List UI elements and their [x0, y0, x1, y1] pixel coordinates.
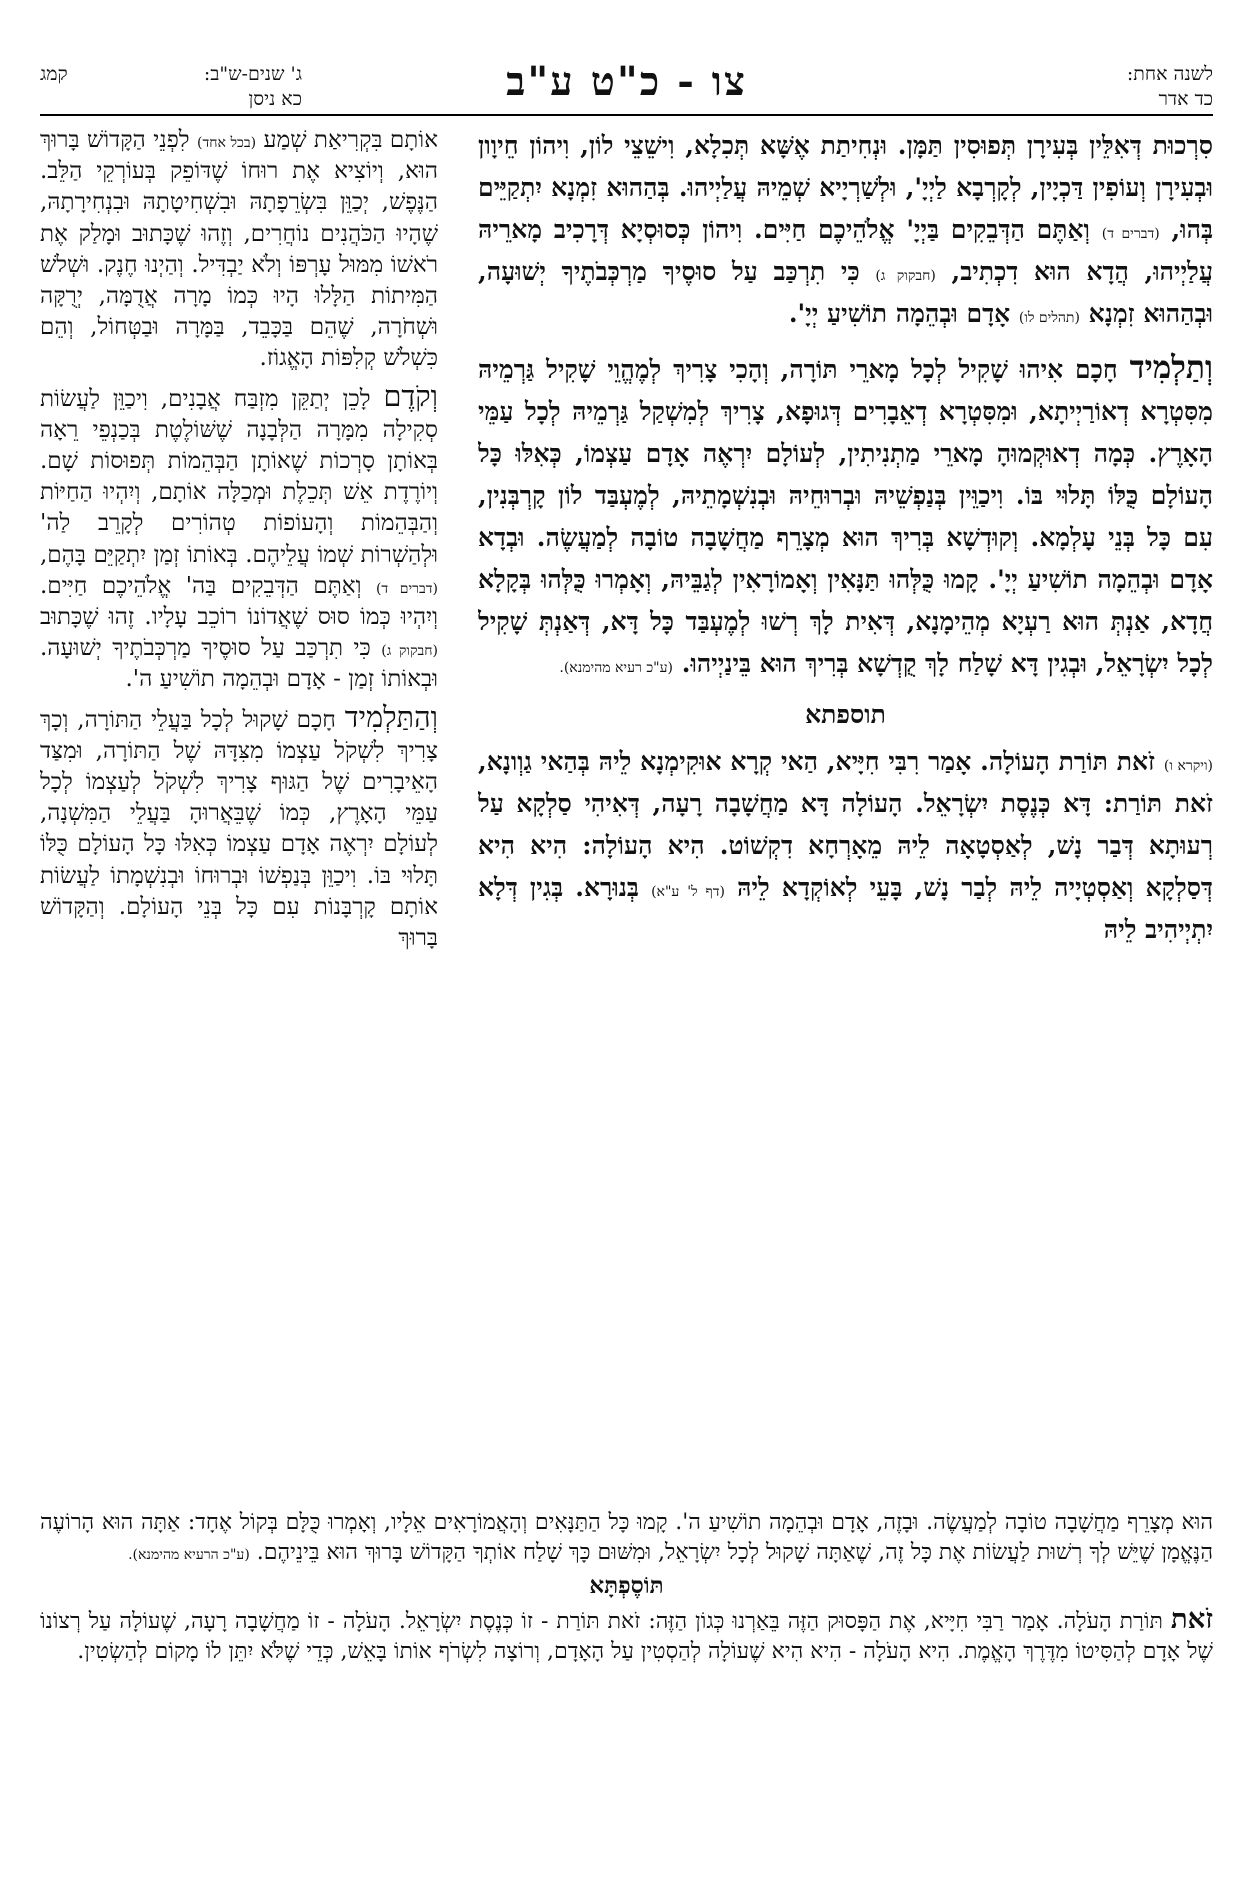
bottom-paragraph-2: [40, 1604, 1213, 1667]
source-note: (בכל אחד): [197, 135, 257, 151]
source-note: (תהלים לו): [1018, 310, 1080, 326]
main-text: אָדָם וּבְהֵמָה תוֹשִׁיעַ יְיָ'.: [788, 299, 1011, 328]
lead-word: וְהַתַּלְמִיד: [344, 699, 438, 734]
tosefta-heading: תוספתא: [805, 700, 886, 729]
page-title: צו - כ"ט ע"ב: [506, 58, 747, 105]
lead-word: וְתַלְמִיד: [1129, 350, 1213, 386]
main-paragraph-2: [478, 347, 1213, 685]
main-text: זֹאת תּוֹרַת הָעוֹלָה. אָמַר רִבִּי חִיָּיא, הַאי קְרָא אוּקִימְנָא לֵיהּ בְּהַאי גַוְונָא, זֹאת תּוֹרַת: דָּא כְּנֶסֶת יִשְׂרָאֵל. הָעוֹלָה דָּא מַחֲשָׁבָה רָעָה, דְּאִיהִי סַלְקָא עַל רְעוּתָא דְּבַר נָשׁ, לְאַסְטָאָה לֵיהּ מֵאָרְחָא דִקְשׁוֹט. הִיא הָעוֹלָה: הִיא הִיא דְּסַלְקָא וְאַסְטְיָיה לֵיהּ לְבַר נָשׁ, בָּעֵי לְאוֹקְדָא לֵיהּ: [478, 747, 1213, 902]
translation-column: [40, 125, 438, 1505]
source-note: (דברים ד): [1101, 226, 1160, 242]
translation-paragraph-1: [40, 125, 438, 375]
translation-text: כִּי תִרְכַּב עַל סוּסֶיךָ מַרְכְּבֹתֶיךָ יְשׁוּעָה. וּבְאוֹתוֹ זְמַן - אָדָם וּבְהֵמָה תוֹשִׁיעַ ה'.: [40, 635, 438, 693]
page-ref-note: (דף ל' ע"א): [651, 884, 725, 900]
main-paragraph-1: [478, 125, 1213, 335]
lead-word: וְקֹדֶם: [383, 378, 438, 413]
main-text: סִרְכוּת דְּאִלֵּין בְּעִירָן תְּפוּסִין תַּמָּן. וּנְחִיתַת אֶשָּׁא תְּכִלָא, וִישֵׁצֵי לוֹן, וִיהוֹן חֵיוָון וּבְעִירָן וְעוֹפִין דַּכְיָין, לְקָרְבָא לַיְיָ', וּלְשַׁרְיָיא שְׁמֵיהּ עֲלַיְיהוּ. בְּהַהוּא זִמְנָא יִתְקַיֵּים בְּהוּ,: [478, 131, 1213, 244]
source-note: (ויקרא ו): [1163, 758, 1213, 774]
page-header: [40, 52, 1213, 122]
bottom-paragraph-1: [40, 1508, 1213, 1568]
main-text: וְאַתֶּם הַדְּבֵקִים בַּיְיָ' אֱלֹהֵיכֶם חַיִּים. וִיהוֹן כְּסוּסְיָא דְּרָכִיב מָארֵיהּ עֲלַיְיהוּ, הֲדָא הוּא דִכְתִיב,: [478, 215, 1213, 286]
translation-text: אוֹתָם בִּקְרִיאַת שְׁמַע: [263, 127, 438, 153]
tosefta-heading-translation: תּוֹסֶפְתָּא: [589, 1572, 664, 1599]
translation-text: חָכָם שָׁקוּל לְכָל בַּעֲלֵי הַתּוֹרָה, וְכָךְ צָרִיךְ לִשְׁקֹל עַצְמוֹ מִצִּדָּהּ שֶׁל הַתּוֹרָה, וּמִצַּד הָאֵיבָרִים שֶׁל הַגּוּף צָרִיךְ לִשְׁקֹל לְעַצְמוֹ לְכָל עַמֵּי הָאָרֶץ, כְּמוֹ שֶׁבֵּאֲרוּהָ בַּעֲלֵי הַמִּשְׁנָה, לְעוֹלָם יִרְאֶה אָדָם עַצְמוֹ כְּאִלּוּ כָּל הָעוֹלָם כֻּלּוֹ תָּלוּי בּוֹ. וִיכַוֵּן בְּנַפְשׁוֹ וּבְרוּחוֹ וּבְנִשְׁמָתוֹ לַעֲשׂוֹת אוֹתָם קָרְבָּנוֹת עִם כָּל בְּנֵי הָעוֹלָם. וְהַקָּדוֹשׁ בָּרוּךְ: [40, 706, 438, 952]
source-note: (חבקוק ג): [381, 643, 438, 660]
source-note: (חבקוק ג): [875, 268, 936, 284]
translation-paragraph-3: [40, 699, 438, 955]
section-end-note: (ע"כ רעיא מהימנא).: [559, 660, 674, 676]
main-text: בְּנוּרָא. בְּגִין דְּלָא יִתְיְיהִיב לֵיהּ: [478, 873, 1213, 944]
header-divider: [40, 114, 1213, 116]
main-text: חָכָם אִיהוּ שָׁקִיל לְכָל מָארֵי תּוֹרָה, וְהָכִי צָרִיךְ לְמֶהֱוֵי שָׁקִיל גַּרְמֵיהּ מִסִּטְרָא דְאוֹרַיְיתָא, וּמִסִּטְרָא דְאֵבָרִים דְּגוּפָא, צָרִיךְ לְמִשְׁקַל גַּרְמֵיהּ לְכָל עַמֵּי הָאָרֶץ. כְּמָה דְאוּקְמוּהָ מָארֵי מַתְנִיתִין, לְעוֹלָם יִרְאֶה אָדָם עַצְמוֹ, כְּאִלּוּ כָּל הָעוֹלָם כֻּלּוֹ תָּלוּי בּוֹ. וִיכַוֵּין בְּנַפְשֵׁיהּ וּבְרוּחֵיהּ וּבְנִשְׁמָתֵיהּ, לְמֶעְבַּד לוֹן קָרְבְּנִין, עִם כָּל בְּנֵי עָלְמָא. וְקוּדְשָׁא בְּרִיךְ הוּא מְצָרֵף מַחֲשָׁבָה טוֹבָה לְמַעֲשֶׂה. וּבְדָא אָדָם וּבְהֵמָה תוֹשִׁיעַ יְיָ'. קָמוּ כֻּלְּהוּ תַּנָּאִין וְאָמוֹרָאִין לְגַבֵּיהּ, וְאָמְרוּ כֻּלְּהוּ בְּקָלָא חֲדָא, אַנְתְּ הוּא רַעְיָא מְהֵימָנָא, דְּאִית לָךְ רְשׁוּ לְמֶעְבַּד כָּל דָּא, דְּאַנְתְּ שָׁקִיל לְכָל יִשְׂרָאֵל, וּבְגִין דָּא שָׁלַח לָךְ קֻדְשָׁא בְּרִיךְ הוּא בֵּינַיְיהוּ.: [478, 355, 1213, 678]
header-three-year-date: כא ניסן: [248, 88, 302, 110]
main-paragraph-3: [478, 741, 1213, 951]
section-end-note: (ע"כ הרעיא מהימנא).: [128, 1547, 250, 1563]
translation-paragraph-2: [40, 378, 438, 696]
translation-text: תּוֹרַת הָעֹלָה. אָמַר רַבִּי חִיָּיא, אֶת הַפָּסוּק הַזֶּה בֵּאַרְנוּ כְּגוֹן הַזֶּה: זֹאת תּוֹרַת - זוֹ כְּנֶסֶת יִשְׂרָאֵל. הָעֹלָה - זוֹ מַחֲשָׁבָה רָעָה, שֶׁעוֹלָה עַל רְצוֹנוֹ שֶׁל אָדָם לְהַסִּיטוֹ מִדֶּרֶךְ הָאֱמֶת. הִיא הָעֹלָה - הִיא הִיא שֶׁעוֹלָה לְהַסְטִין עַל הָאָדָם, וְרוֹצָה לִשְׂרֹף אוֹתוֹ בָּאֵשׁ, כְּדֵי שֶׁלֹּא יִתֵּן לוֹ מָקוֹם לְהַשְׂטִין.: [40, 1609, 1213, 1664]
source-note: (דברים ד): [375, 580, 438, 597]
bottom-translation: [40, 1508, 1213, 1848]
header-one-year-date: כד אדר: [1158, 88, 1213, 110]
main-text-column: [478, 125, 1213, 1505]
header-one-year-label: לשנה אחת:: [1126, 63, 1213, 85]
translation-text: לִפְנֵי הַקָּדוֹשׁ בָּרוּךְ הוּא, וְיוֹצִיא אֶת רוּחוֹ שֶׁדּוֹפֵק בְּעוֹרְקֵי הַלֵּב. הַנֶּפֶשׁ, יְכַוֵּן בִּשְׂרֵפָתָהּ וּבִשְׁחִיטָתָהּ וּבִנְחִירָתָהּ, שֶׁהָיוּ הַכֹּהֲנִים נוֹחֲרִים, וְזֶהוּ שֶׁכָּתוּב וּמָלַק אֶת רֹאשׁוֹ מִמּוּל עָרְפּוֹ וְלֹא יַבְדִּיל. וְהַיְנוּ חֶנֶק. וּשְׁלֹשׁ הַמִּיתוֹת הַלָּלוּ הָיוּ כְּמוֹ מָרָה אֲדֻמָּה, יְרֻקָּה וּשְׁחֹרָה, שֶׁהֵם בַּכָּבֵד, בַּמָּרָה וּבַטְּחוֹל, וְהֵם כִּשְׁלֹשׁ קְלִפּוֹת הָאֱגוֹז.: [40, 127, 438, 372]
header-left-dates: [112, 62, 302, 112]
translation-text: וְאַתֶּם הַדְּבֵקִים בַּה' אֱלֹהֵיכֶם חַיִּים. וְיִהְיוּ כְּמוֹ סוּס שֶׁאֲדוֹנוֹ רוֹכֵב עָלָיו. זֶהוּ שֶׁכָּתוּב: [40, 572, 438, 631]
translation-text: לָכֵן יְתַקֵּן מִזְבַּח אֲבָנִים, וִיכַוֵּן לַעֲשׂוֹת סְקִילָה מִמָּרָה הַלְּבָנָה שֶׁשּׁוֹלֶטֶת בְּכַנְפֵי רֵאָה בְּאוֹתָן סָרְכוֹת שֶׁאוֹתָן הַבְּהֵמוֹת תְּפוּסוֹת שָׁם. וְיוֹרֶדֶת אֵשׁ תְּכֵלֶת וּמְכַלָּה אוֹתָם, וְיִהְיוּ הַחַיּוֹת וְהַבְּהֵמוֹת וְהָעוֹפוֹת טְהוֹרִים לְקָרֵב לַה' וּלְהַשְׁרוֹת שְׁמוֹ עֲלֵיהֶם. בְּאוֹתוֹ זְמַן יִתְקַיֵּם בָּהֶם,: [40, 385, 438, 568]
header-three-year-label: ג' שנים-ש"ב:: [203, 63, 302, 85]
main-text: כִּי תִרְכַּב עַל סוּסֶיךָ מַרְכְּבֹתֶיךָ יְשׁוּעָה, וּבְהַהוּא זִמְנָא: [478, 257, 1213, 328]
page-number: קמג: [40, 63, 68, 85]
lead-word: זֹאת: [1170, 1603, 1213, 1635]
translation-text: הוּא מְצָרֵף מַחֲשָׁבָה טוֹבָה לְמַעֲשֶׂה. וּבָזֶה, אָדָם וּבְהֵמָה תוֹשִׁיעַ ה'. קָמוּ כָּל הַתַּנָּאִים וְהָאֲמוֹרָאִים אֵלָיו, וְאָמְרוּ כֻּלָּם בְּקוֹל אֶחָד: אַתָּה הוּא הָרוֹעֶה הַנֶּאֱמָן שֶׁיֵּשׁ לְךָ רְשׁוּת לַעֲשׂוֹת אֶת כָּל זֶה, שֶׁאַתָּה שָׁקוּל לְכָל יִשְׂרָאֵל, וּמִשּׁוּם כָּךְ שָׁלַח אוֹתְךָ הַקָּדוֹשׁ בָּרוּךְ הוּא בֵּינֵיהֶם.: [40, 1510, 1213, 1565]
